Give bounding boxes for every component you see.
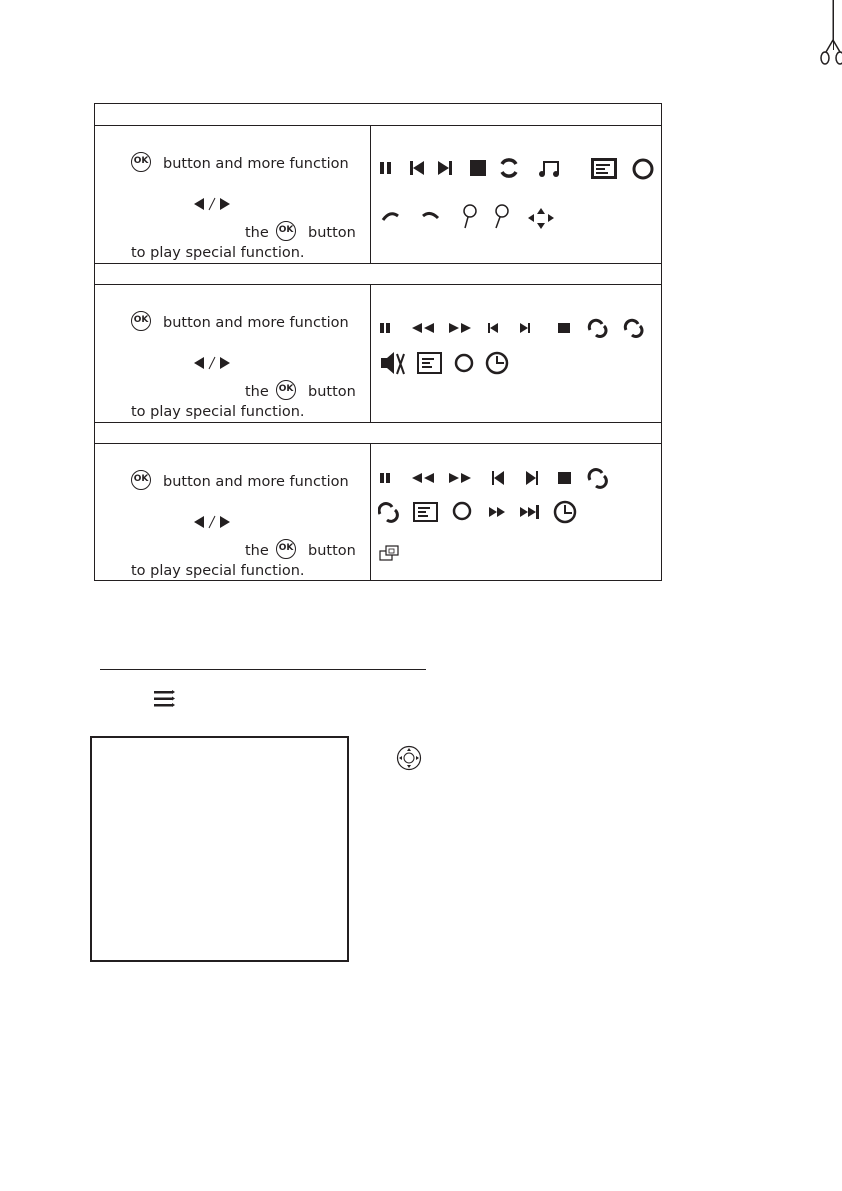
info-icon — [414, 503, 437, 521]
row1-line3-prefix: the — [245, 225, 269, 241]
circle-icon — [634, 160, 652, 178]
rewind-icon — [412, 473, 434, 483]
table-row-divider — [95, 422, 661, 423]
next-icon — [438, 161, 452, 175]
column-divider — [370, 125, 371, 263]
row3-line4: to play special function. — [131, 563, 305, 579]
aspect-icon — [380, 546, 398, 560]
prev-icon — [410, 161, 424, 175]
info-icon — [418, 353, 441, 373]
clock-icon — [555, 502, 575, 522]
row2-line1: button and more function — [163, 315, 349, 331]
ok-button-icon: OK — [131, 311, 151, 331]
repeat-b-icon — [625, 320, 642, 336]
skip-end-icon — [520, 505, 539, 519]
ok-button-icon: OK — [131, 470, 151, 490]
forward-icon — [449, 323, 471, 333]
pause-icon — [380, 162, 391, 174]
pause-icon — [380, 323, 390, 333]
row1-icon-set — [378, 156, 660, 236]
row2-line4: to play special function. — [131, 404, 305, 420]
clock-icon — [487, 353, 507, 373]
move-icon — [528, 208, 554, 229]
repeat-icon — [502, 160, 516, 176]
ok-button-icon: OK — [276, 539, 296, 559]
rotate-left-icon — [383, 214, 398, 220]
slow-icon — [489, 507, 505, 517]
zoom-in-icon — [464, 205, 476, 228]
stop-icon — [558, 323, 570, 333]
circle-icon — [456, 355, 472, 371]
mute-icon — [381, 352, 404, 374]
repeat-a-icon — [589, 320, 606, 336]
row3-line3-prefix: the — [245, 543, 269, 559]
left-right-arrows-icon — [192, 196, 232, 212]
row3-line1: button and more function — [163, 474, 349, 490]
info-icon — [591, 158, 617, 179]
column-divider — [370, 284, 371, 422]
section-rule — [100, 669, 426, 670]
row3-line3-suffix: button — [308, 543, 356, 559]
music-icon — [539, 162, 559, 177]
ok-button-icon: OK — [276, 380, 296, 400]
navpad-ok-icon — [396, 745, 422, 771]
column-divider — [370, 443, 371, 581]
forward-icon — [449, 473, 471, 483]
row2-line3-suffix: button — [308, 384, 356, 400]
row1-line1: button and more function — [163, 156, 349, 172]
stop-icon — [558, 472, 571, 484]
menu-icon — [152, 688, 176, 710]
table-row-divider — [95, 125, 661, 126]
table-row-divider — [95, 263, 661, 264]
ok-button-icon: OK — [131, 152, 151, 172]
rotate-right-icon — [423, 213, 438, 218]
zoom-out-icon — [496, 205, 508, 228]
stop-icon — [470, 160, 486, 176]
next-icon — [526, 471, 538, 485]
left-right-arrows-icon — [192, 514, 232, 530]
row1-line4: to play special function. — [131, 245, 305, 261]
screen-preview-box — [90, 736, 349, 962]
left-right-arrows-icon — [192, 355, 232, 371]
prev-icon — [488, 323, 498, 333]
table-row-divider — [95, 443, 661, 444]
scissors-icon — [818, 0, 842, 70]
row2-line3-prefix: the — [245, 384, 269, 400]
row1-line3-suffix: button — [308, 225, 356, 241]
rewind-icon — [412, 323, 434, 333]
pause-icon — [380, 473, 390, 483]
row3-icon-set — [378, 465, 660, 565]
circle-icon — [454, 503, 470, 519]
next-icon — [520, 323, 530, 333]
ok-button-icon: OK — [276, 221, 296, 241]
table-row-divider — [95, 284, 661, 285]
repeat-a-icon — [589, 470, 606, 488]
row2-icon-set — [378, 316, 660, 380]
prev-icon — [492, 471, 504, 485]
repeat-b-icon — [379, 504, 397, 522]
